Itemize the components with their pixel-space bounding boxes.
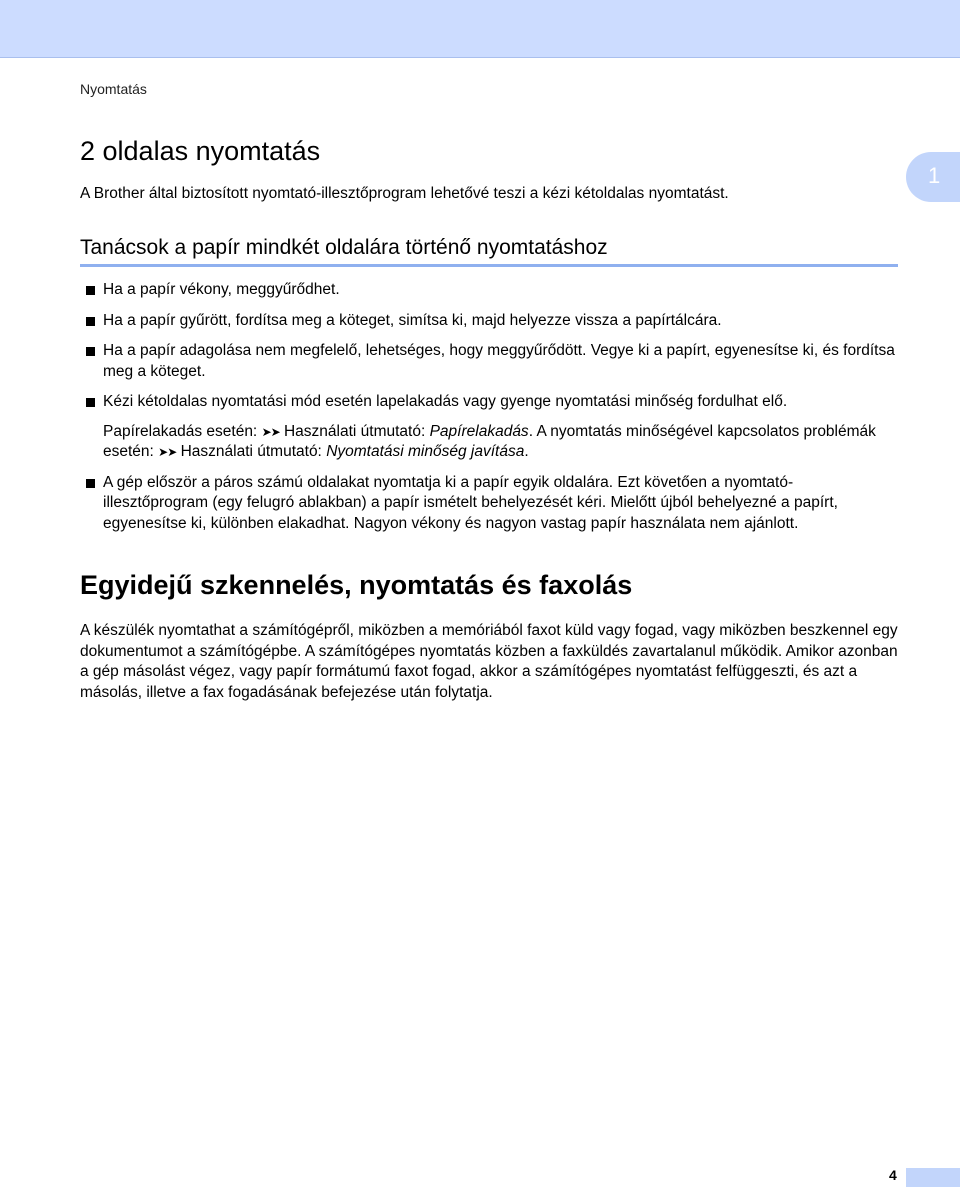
section-paragraph: A készülék nyomtathat a számítógépről, miközben a memóriából faxot küld vagy fogad, vagy miközben beszkennel egy dokumentumot a számítógépbe. A számítógépes nyomtatás közben a faxküldés zavartalanul működik. Amikor azonban a gép másolást végez, vagy papír formátumú faxot fogad, akkor a számítógépes nyomtatást felfüggeszti, és azt a másolás, illetve a fax fogadásának befejezése után folytatja. <box>80 622 898 701</box>
tips-list <box>80 280 898 544</box>
bullet-icon <box>86 479 95 488</box>
chapter-number: 1 <box>928 163 941 188</box>
list-item-text: Ha a papír adagolása nem megfelelő, lehetséges, hogy meggyűrődött. Vegye ki a papírt, egyenesítse ki, és fordítsa meg a köteget. <box>103 342 895 380</box>
list-item <box>80 311 898 332</box>
double-arrow-icon: ➤➤ <box>158 445 177 459</box>
list-item-text: Ha a papír vékony, meggyűrődhet. <box>103 281 340 298</box>
list-item <box>80 341 898 382</box>
bullet-icon <box>86 317 95 326</box>
reference-note <box>103 422 898 463</box>
list-item-text: Ha a papír gyűrött, fordítsa meg a köteget, simítsa ki, majd helyezze vissza a papírtálcára. <box>103 311 722 329</box>
breadcrumb: Nyomtatás <box>80 81 147 97</box>
section-title-duplex: 2 oldalas nyomtatás <box>80 136 321 166</box>
section-title-simultaneous: Egyidejű szkennelés, nyomtatás és faxolás <box>80 570 633 600</box>
note-text: Papírelakadás esetén: <box>103 422 262 440</box>
note-text: . A nyomtatás minőségével kapcsolatos problémák esetén: <box>103 422 876 460</box>
note-text: . <box>524 443 529 460</box>
reference-link-paper-jam[interactable]: Papírelakadás <box>429 422 529 440</box>
tips-heading: Tanácsok a papír mindkét oldalára történő nyomtatáshoz <box>80 236 608 259</box>
bullet-icon <box>86 347 95 356</box>
heading-rule <box>80 264 898 267</box>
chapter-tab <box>906 152 960 202</box>
header-band <box>0 0 960 58</box>
bullet-icon <box>86 398 95 407</box>
list-item-text: A gép először a páros számú oldalakat nyomtatja ki a papír egyik oldalára. Ezt követően a nyomtató-illesztőprogram (egy felugró ablakban) a papír ismételt behelyezését kéri. Mielőtt újból behelyezné a papírt, egyenesítse ki, különben elakadhat. Nagyon vékony és nagyon vastag papír használata nem ajánlott. <box>103 473 838 532</box>
list-item <box>80 392 898 463</box>
list-item <box>80 280 898 301</box>
reference-link-print-quality[interactable]: Nyomtatási minőség javítása <box>326 443 525 460</box>
footer-tab <box>906 1168 960 1187</box>
list-item-text: Kézi kétoldalas nyomtatási mód esetén lapelakadás vagy gyenge nyomtatási minőség fordulhat elő. <box>103 393 788 410</box>
bullet-icon <box>86 286 95 295</box>
note-text: Használati útmutató: <box>279 422 430 440</box>
double-arrow-icon: ➤➤ <box>261 424 280 439</box>
note-text: Használati útmutató: <box>176 443 327 460</box>
section-intro: A Brother által biztosított nyomtató-illesztőprogram lehetővé teszi a kézi kétoldalas nyomtatást. <box>80 185 729 202</box>
page-number: 4 <box>889 1167 897 1183</box>
list-item <box>80 473 898 535</box>
